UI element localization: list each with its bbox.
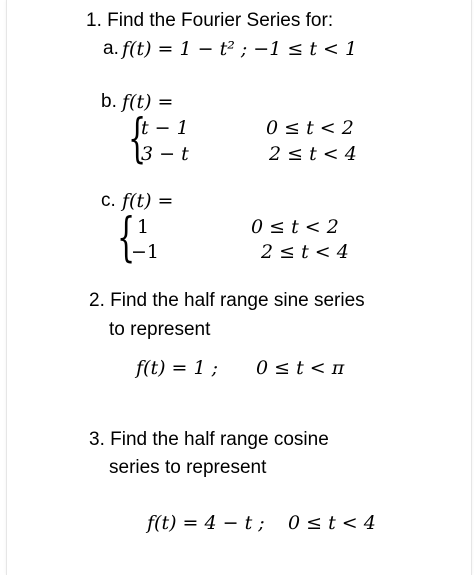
q1c-case1: 1 bbox=[137, 216, 150, 238]
q1b-label: b. bbox=[101, 91, 117, 112]
q1c-case2: −1 bbox=[131, 241, 160, 263]
q1b-case2: 3 − t bbox=[141, 143, 189, 165]
q1c-lhs: f(t) = bbox=[122, 190, 174, 212]
q1b-lhs: f(t) = bbox=[122, 91, 174, 113]
q3-expression: f(t) = 4 − t ; bbox=[147, 512, 265, 534]
q1c-brace: { bbox=[117, 208, 136, 268]
q3-heading-line2: series to represent bbox=[109, 457, 267, 478]
q2-expression: f(t) = 1 ; bbox=[136, 357, 219, 379]
q3-heading-line1: 3. Find the half range cosine bbox=[89, 429, 329, 450]
q2-heading-line1: 2. Find the half range sine series bbox=[89, 290, 365, 311]
q1b-brace: { bbox=[128, 109, 147, 169]
q1b-condition1: 0 ≤ t < 2 bbox=[266, 117, 354, 139]
q1c-condition1: 0 ≤ t < 2 bbox=[251, 216, 339, 238]
q1b-case1: t − 1 bbox=[141, 117, 189, 139]
q3-condition: 0 ≤ t < 4 bbox=[288, 512, 376, 534]
q2-condition: 0 ≤ t < π bbox=[256, 357, 345, 379]
q1c-label: c. bbox=[101, 190, 116, 211]
q2-heading-line2: to represent bbox=[109, 319, 211, 340]
q1a-label: a. bbox=[103, 38, 119, 59]
q1c-condition2: 2 ≤ t < 4 bbox=[261, 241, 349, 263]
page-border bbox=[6, 0, 472, 575]
q1a-expression: f(t) = 1 − t² ; −1 ≤ t < 1 bbox=[122, 38, 358, 60]
q1b-condition2: 2 ≤ t < 4 bbox=[269, 143, 357, 165]
q1-heading: 1. Find the Fourier Series for: bbox=[86, 10, 334, 31]
